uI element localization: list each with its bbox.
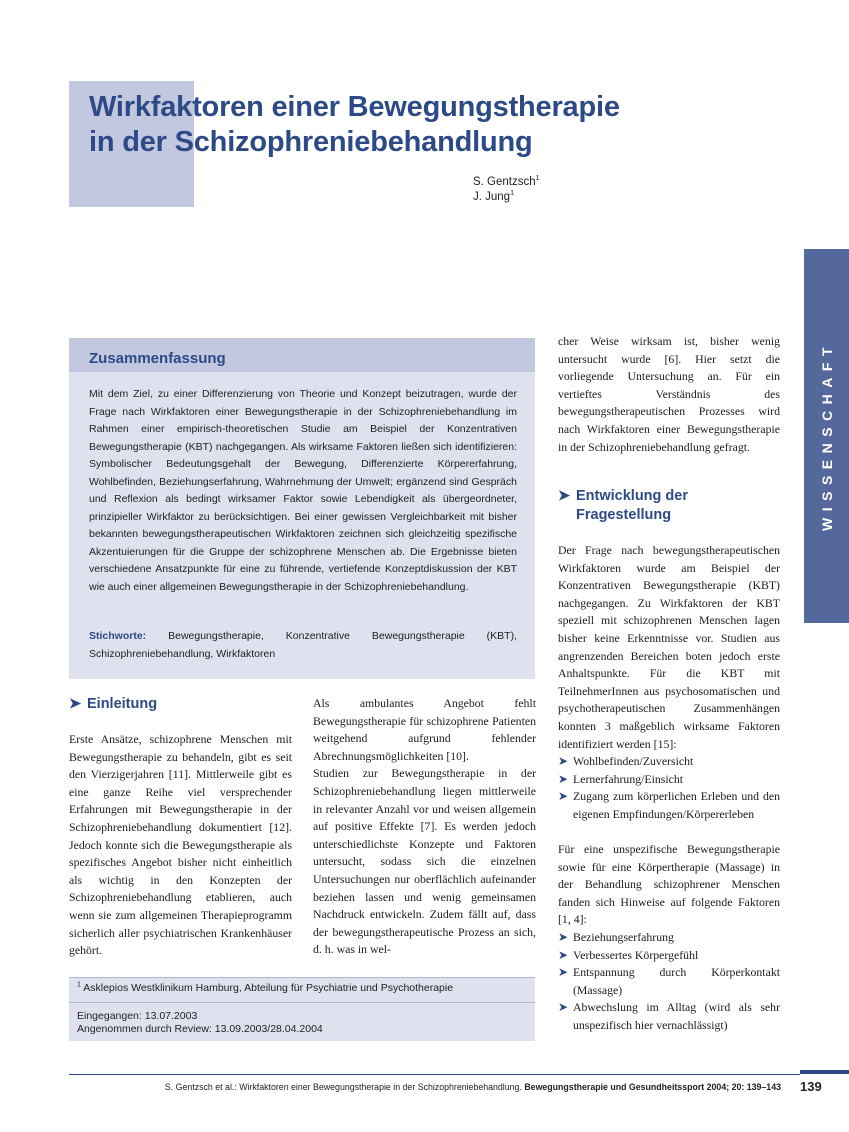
abstract-header [69, 338, 535, 372]
footer-rule [69, 1074, 800, 1075]
author-1: S. Gentzsch$^1$ [473, 175, 540, 188]
keywords-label: Stichworte: [89, 630, 147, 642]
journal-reference: Bewegungstherapie und Gesundheitssport 2004; 20: 139–143 [524, 1082, 781, 1092]
paragraph: Der Frage nach bewegungstherapeutischen Wirkfaktoren wurde am Beispiel der Konzentrativen Bewegungstherapie (KBT) nachgegangen. Zu Wirkfaktoren der KBT speziell mit schizophrenen Menschen lagen bisher keine Erkenntnisse vor. Studien aus angrenzenden Bereichen boten jedoch erste Anhaltspunkte. Für die KBT mit TeilnehmerInnen aus psychosomatischen und psychotherapeutischen Zusammenhängen konnten 3 maßgeblich wirksame Faktoren identifiziert werden [15]: [558, 543, 780, 751]
abstract-text: Mit dem Ziel, zu einer Differenzierung von Theorie und Konzept beizutragen, wurde der Frage nach Wirkfaktoren einer Bewegungstherapie in der Schizophreniebehandlung im Rahmen einer empirisch-theoretischen Studie am Beispiel der Konzentrativen Bewegungstherapie (KBT) nachgegangen. Als wirksame Faktoren ließen sich identifizieren: Symbolischer Bedeutungsgehalt der Bewegung, Differenzierte Körpererfahrung, Wohlbefinden, Beziehungserfahrung, Wahrnehmung der Umwelt; ergänzend sind Gespräch und Reflexion als bedingt wirksamer Faktor sowie Lebendigkeit als übergeordneter, prinzipieller Wirkfaktor zu berücksichtigen. Bei einer gewissen Vergleichbarkeit mit bisher bekannten bewegungstherapeutischen Wirkfaktoren zeichnen sich gleichzeitig spezifische Akzentuierungen für die Gruppe der schizophrene Menschen ab. Die Ergebnisse bieten verschiedene Ansatzpunkte für eine zu führende, vertiefende Konzeptdiskussion der KBT wie auch einer allgemeinen Bewegungstherapie in der Schizophreniebehandlung. [89, 388, 517, 593]
list-item: ➤ Entspannung durch Körperkontakt (Massage) [558, 965, 780, 997]
list-item: ➤ Verbessertes Körpergefühl [558, 947, 780, 965]
bullet-arrow-icon: ➤ [558, 789, 569, 804]
section-side-tab [804, 249, 849, 623]
section-arrow-icon: ➤ [69, 696, 82, 712]
affiliation-box [69, 977, 535, 1041]
article-title [89, 90, 729, 160]
footer-citation: S. Gentzsch et al.: Wirkfaktoren einer Bewegungstherapie in der Schizophreniebehandlung. Bewegungstherapie und Gesundheitssport 2004; 20: 139–143 [164, 1082, 781, 1092]
section-arrow-icon: ➤ [558, 488, 571, 504]
affiliation-marker: 1 [510, 190, 514, 198]
list-item: ➤ Beziehungserfahrung [558, 929, 780, 947]
list-item: ➤ Abwechslung im Alltag (wird als sehr unspezifisch hier vernachlässigt) [558, 1000, 780, 1033]
bullet-arrow-icon: ➤ [558, 754, 569, 769]
section-heading-entwicklung: ➤ Entwicklung der Fragestellung [558, 488, 688, 523]
divider [69, 1002, 535, 1003]
affiliation-text: $^1$ Asklepios Westklinikum Hamburg, Abteilung für Psychiatrie und Psychotherapie [77, 981, 454, 994]
section-heading-einleitung: ➤ Einleitung [69, 696, 158, 712]
affiliation-marker: 1 [77, 981, 81, 989]
bullet-arrow-icon: ➤ [558, 965, 569, 980]
author-list [473, 175, 540, 205]
title-line-2: in der Schizophreniebehandlung [89, 126, 533, 158]
paragraph: Studien zur Bewegungstherapie in der Schizophreniebehandlung liegen mittlerweile in relevanter Anzahl vor und weisen allgemein auf positive Effekte [7]. Es werden jedoch unterschiedlichste Konzepte und Faktoren untersucht, sodass sich die einzelnen Untersuchungen nur oberflächlich aufeinander beziehen lassen und wenig gemeinsamen Nachdruck entwickeln. Zudem fällt auf, dass der bewegungstherapeutische Prozess an sich, d. h. was in wel- [313, 766, 536, 957]
bullet-arrow-icon: ➤ [558, 947, 569, 962]
list-item: ➤ Zugang zum körperlichen Erleben und den eigenen Empfindungen/Körpererleben [558, 789, 780, 821]
bullet-arrow-icon: ➤ [558, 930, 569, 945]
author-2: J. Jung$^1$ [473, 190, 514, 203]
column-2 [313, 695, 536, 959]
paragraph: cher Weise wirksam ist, bisher wenig untersucht wurde [6]. Hier setzt die vorliegende Untersuchung an. Für ein vertieftes Verständnis des bewegungstherapeutischen Prozesses wird nach Wirkfaktoren einer Bewegungstherapie in der Schizophreniebehandlung gefragt. [558, 334, 780, 454]
abstract-keywords [89, 628, 517, 663]
paragraph: Als ambulantes Angebot fehlt Bewegungstherapie für schizophrene Patienten weitgehend aufgrund fehlender Abrechnungsmöglichkeiten [10]. [313, 696, 536, 763]
column-1 [69, 731, 292, 960]
accepted-date: Angenommen durch Review: 13.09.2003/28.04.2004 [77, 1023, 323, 1035]
bullet-arrow-icon: ➤ [558, 1000, 569, 1015]
paragraph: Erste Ansätze, schizophrene Menschen mit Bewegungstherapie zu behandeln, gibt es seit den Vierzigerjahren [11]. Mittlerweile gibt es eine ganze Reihe viel versprechender Erfahrungen mit Bewegungstherapie in der Schizophreniebehandlung dokumentiert [12]. Jedoch konnte sich die Bewegungstherapie als spezifisches Angebot bisher nicht einheitlich als wichtig in den Konzepten der Schizophreniebehandlung etablieren, auch wenn sie zum allgemeinen Therapieprogramm sicherlich aller psychiatrischen Krankenhäuser gehört. [69, 732, 292, 958]
title-line-1: Wirkfaktoren einer Bewegungstherapie [89, 91, 620, 123]
page-number: 139 [800, 1079, 822, 1094]
column-3 [558, 333, 780, 456]
bullet-arrow-icon: ➤ [558, 771, 569, 786]
factor-list-2 [558, 929, 780, 1035]
column-3-continued [558, 542, 780, 1035]
list-item: ➤ Lernerfahrung/Einsicht [558, 771, 780, 789]
spacer [558, 824, 780, 842]
side-tab-label: WISSENSCHAFT [818, 341, 835, 531]
abstract-box [69, 338, 535, 679]
abstract-heading: Zusammenfassung [89, 350, 226, 367]
keywords-text: Bewegungstherapie, Konzentrative Bewegungstherapie (KBT), Schizophreniebehandlung, Wirkfaktoren [89, 630, 517, 660]
factor-list-1 [558, 753, 780, 823]
footer-accent-bar [800, 1070, 849, 1074]
affiliation-marker: 1 [535, 175, 540, 183]
paragraph: Für eine unspezifische Bewegungstherapie sowie für eine Körpertherapie (Massage) in der Behandlung schizophrener Menschen fanden sich Hinweise auf folgende Faktoren [1, 4]: [558, 842, 780, 927]
submission-dates [77, 1010, 323, 1036]
list-item: ➤ Wohlbefinden/Zuversicht [558, 753, 780, 771]
received-date: Eingegangen: 13.07.2003 [77, 1010, 198, 1022]
